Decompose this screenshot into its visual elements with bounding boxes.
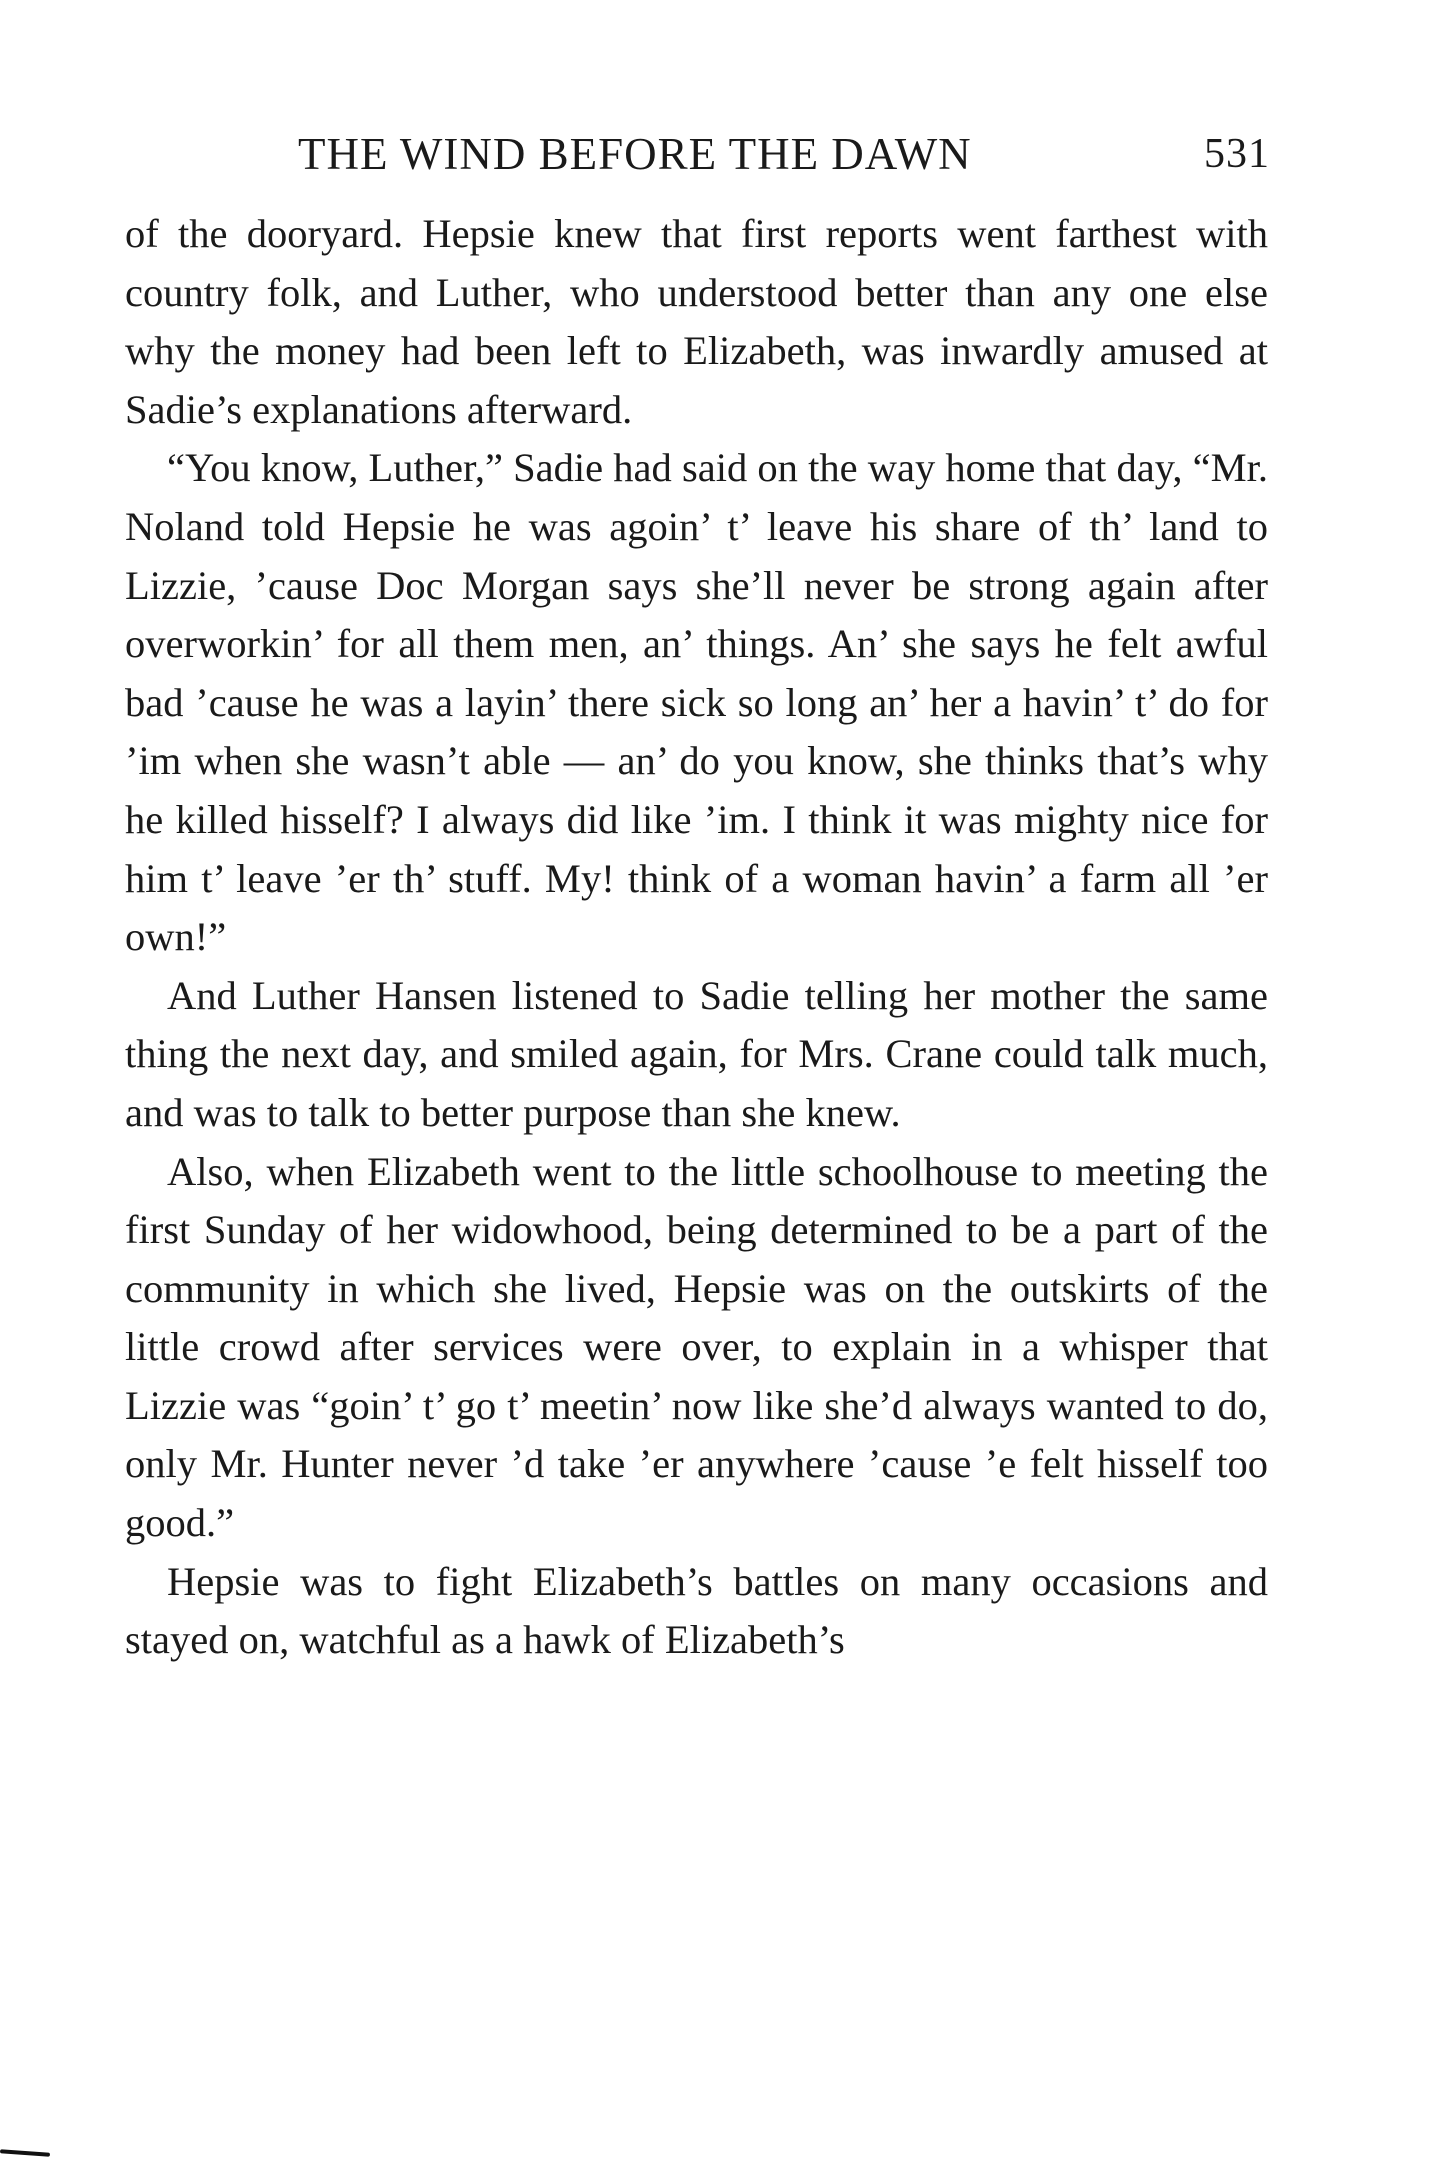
- running-head: [120, 128, 1270, 188]
- paragraph-1: of the dooryard. Hepsie knew that first reports went farthest with country folk, and Luther, who understood better than any one else why the money had been left to Elizabeth, was inwardly amused at Sadie’s explanations afterward.: [125, 211, 1268, 432]
- scan-edge-mark: [0, 2149, 50, 2156]
- paragraph-4: Also, when Elizabeth went to the little schoolhouse to meeting the first Sunday of her widowhood, being determined to be a part of the community in which she lived, Hepsie was on the outskirts of the little crowd after services were over, to explain in a whisper that Lizzie was “goin’ t’ go t’ meetin’ now like she’d always wanted to do, only Mr. Hunter never ’d take ’er anywhere ’cause ’e felt hisself too good.”: [125, 1148, 1268, 1546]
- page-number: 531: [1204, 131, 1270, 177]
- text-body: [125, 205, 1268, 1670]
- paragraph-3: And Luther Hansen listened to Sadie telling her mother the same thing the next day, and smiled again, for Mrs. Crane could talk much, and was to talk to better purpose than she knew.: [125, 972, 1268, 1135]
- paragraph-2: “You know, Luther,” Sadie had said on the way home that day, “Mr. Noland told Hepsie he was agoin’ t’ leave his share of th’ land to Lizzie, ’cause Doc Morgan says she’ll never be strong again after overworkin’ for all them men, an’ things. An’ she says he felt awful bad ’cause he was a layin’ there sick so long an’ her a havin’ t’ do for ’im when she wasn’t able — an’ do you know, she thinks that’s why he killed hisself? I always did like ’im. I think it was mighty nice for him t’ leave ’er th’ stuff. My! think of a woman havin’ a farm all ’er own!”: [125, 445, 1268, 960]
- running-title: THE WIND BEFORE THE DAWN: [298, 129, 972, 179]
- paragraph-5: Hepsie was to fight Elizabeth’s battles on many occasions and stayed on, watchful as a hawk of Elizabeth’s: [125, 1558, 1268, 1663]
